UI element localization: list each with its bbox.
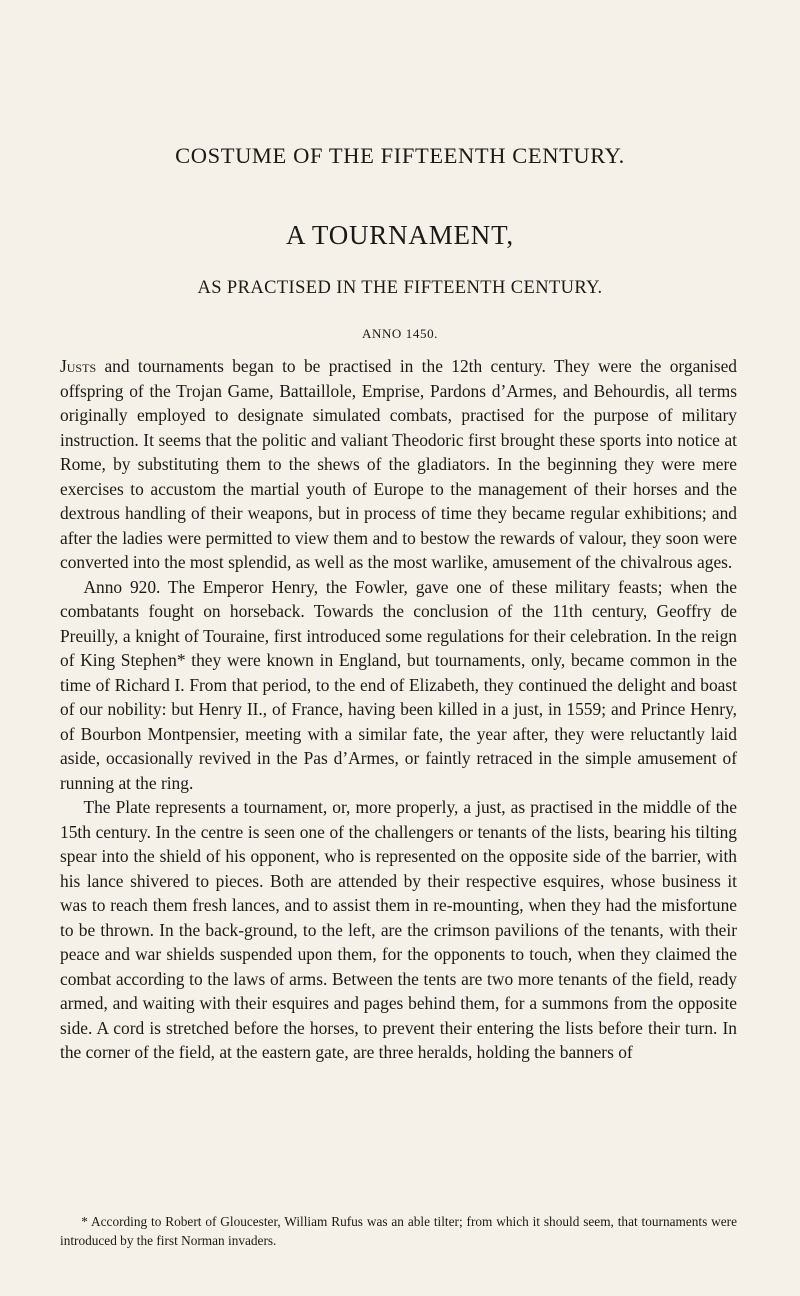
date-line: ANNO 1450. [361,326,439,341]
footnote [60,1212,737,1250]
paragraph-1-text: and tournaments began to be practised in the 12th century. They were the organised offspring of the Trojan Game, Battaillole, Emprise, Pardons d’Armes, and Behourdis, all terms originally employed to designate simulated combats, practised for the purpose of military instruction. It seems that the politic and valiant Theodoric first brought these sports into notice at Rome, by substituting them to the shews of the gladiators. In the beginning they were mere exercises to accustom the martial youth of Europe to the management of their horses and the dextrous handling of their weapons, but in process of time they became regular exhibitions; and after the ladies were permitted to view them and to bestow the rewards of valour, they soon were converted into the most splendid, as well as the most warlike, amusement of the chivalrous ages. [60,356,737,572]
footnote-text: * According to Robert of Gloucester, William Rufus was an able tilter; from which it should seem, that tournaments were introduced by the first Norman invaders. [60,1214,737,1248]
subtitle: AS PRACTISED IN THE FIFTEENTH CENTURY. [197,278,603,298]
body-text [60,354,737,1065]
page-title: A TOURNAMENT, [286,220,514,250]
running-head: COSTUME OF THE FIFTEENTH CENTURY. [175,143,625,168]
paragraph-2: Anno 920. The Emperor Henry, the Fowler, gave one of these military feasts; when the combatants fought on horseback. Towards the conclusion of the 11th century, Geoffry de Preuilly, a knight of Touraine, first introduced some regulations for their celebration. In the reign of King Stephen* they were known in England, but tournaments, only, became common in the time of Richard I. From that period, to the end of Elizabeth, they continued the delight and boast of our nobility: but Henry II., of France, having been killed in a just, in 1559; and Prince Henry, of Bourbon Montpensier, meeting with a similar fate, the year after, they were reluctantly laid aside, occasionally revived in the Pas d’Armes, or faintly retraced in the simple amusement of running at the ring. [60,576,737,793]
paragraph-1 [60,354,737,575]
paragraph-3: The Plate represents a tournament, or, more properly, a just, as practised in the middle of the 15th century. In the centre is seen one of the challengers or tenants of the lists, bearing his tilting spear into the shield of his opponent, who is represented on the opposite side of the barrier, with his lance shivered to pieces. Both are attended by their respective esquires, whose business it was to reach them fresh lances, and to assist them in re-mounting, when they had the misfortune to be thrown. In the back-ground, to the left, are the crimson pavilions of the tenants, with their peace and war shields suspended upon them, for the opponents to touch, when they claimed the combat according to the laws of arms. Between the tents are two more tenants of the field, ready armed, and waiting with their esquires and pages behind them, for a summons from the opposite side. A cord is stretched before the horses, to prevent their entering the lists before their turn. In the corner of the field, at the eastern gate, are three heralds, holding the banners of [60,797,737,1062]
paragraph-1-lead: Justs [60,356,97,376]
